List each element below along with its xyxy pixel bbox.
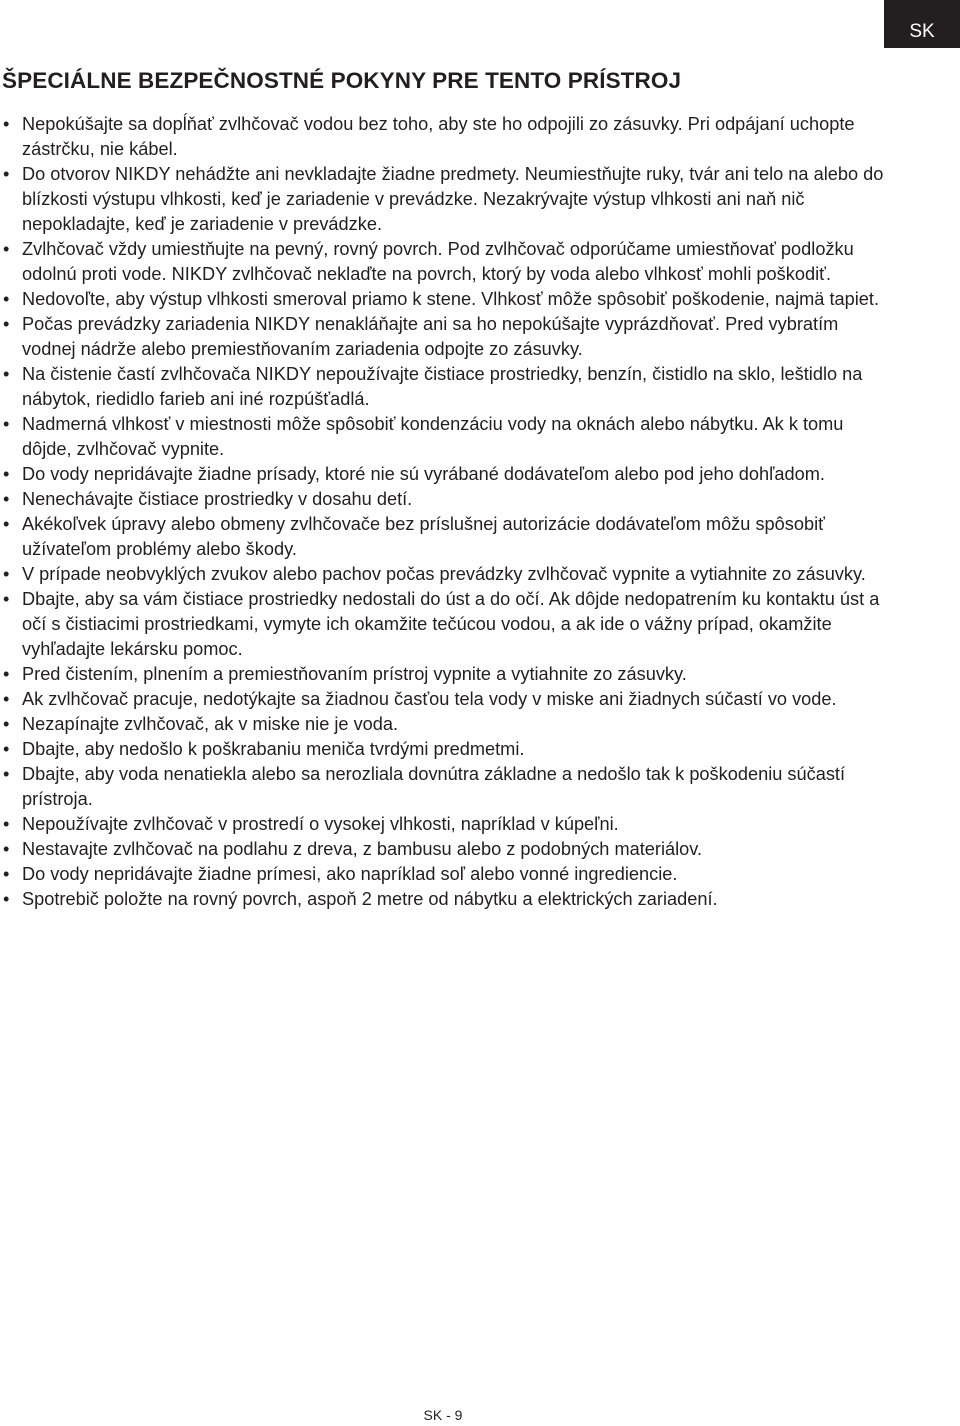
list-item-text: Akékoľvek úpravy alebo obmeny zvlhčovače bez príslušnej autorizácie dodávateľom môžu spôsobiť užívateľom problémy alebo škody.	[22, 514, 825, 559]
bullet-icon: •	[3, 489, 10, 509]
bullet-icon: •	[3, 114, 10, 134]
page-number: SK - 9	[423, 1407, 463, 1423]
list-item	[0, 462, 892, 487]
list-item	[0, 512, 892, 562]
bullet-icon: •	[3, 889, 10, 909]
bullet-icon: •	[3, 564, 10, 584]
bullet-icon: •	[3, 314, 10, 334]
bullet-icon: •	[3, 739, 10, 759]
list-item	[0, 687, 892, 712]
list-item	[0, 812, 892, 837]
bullet-icon: •	[3, 814, 10, 834]
bullet-icon: •	[3, 514, 10, 534]
list-item	[0, 112, 892, 162]
list-item-text: Na čistenie častí zvlhčovača NIKDY nepoužívajte čistiace prostriedky, benzín, čistidlo na sklo, leštidlo na nábytok, riedidlo farieb ani iné rozpúšťadlá.	[22, 364, 863, 409]
list-item-text: Do vody nepridávajte žiadne prísady, ktoré nie sú vyrábané dodávateľom alebo pod jeho dohľadom.	[22, 464, 825, 484]
list-item-text: Nestavajte zvlhčovač na podlahu z dreva, z bambusu alebo z podobných materiálov.	[22, 839, 703, 859]
list-item-text: Počas prevádzky zariadenia NIKDY nenakláňajte ani sa ho nepokúšajte vyprázdňovať. Pred vybratím vodnej nádrže alebo premiestňovaním zariadenia odpojte zo zásuvky.	[22, 314, 839, 359]
list-item	[0, 237, 892, 287]
list-item	[0, 662, 892, 687]
bullet-icon: •	[3, 239, 10, 259]
bullet-icon: •	[3, 839, 10, 859]
list-item-text: Nezapínajte zvlhčovač, ak v miske nie je voda.	[22, 714, 399, 734]
bullet-icon: •	[3, 689, 10, 709]
page-title: ŠPECIÁLNE BEZPEČNOSTNÉ POKYNY PRE TENTO PRÍSTROJ	[2, 68, 682, 93]
list-item	[0, 162, 892, 237]
list-item	[0, 312, 892, 362]
list-item	[0, 587, 892, 662]
list-item	[0, 737, 892, 762]
bullet-icon: •	[3, 164, 10, 184]
bullet-icon: •	[3, 589, 10, 609]
list-item-text: V prípade neobvyklých zvukov alebo pachov počas prevádzky zvlhčovač vypnite a vytiahnite zo zásuvky.	[22, 564, 866, 584]
list-item-text: Do otvorov NIKDY nehádžte ani nevkladajte žiadne predmety. Neumiestňujte ruky, tvár ani telo na alebo do blízkosti výstupu vlhkosti, keď je zariadenie v prevádzke. Nezakrývajte výstup vlhkosti ani naň nič nepokladajte, keď je zariadenie v prevádzke.	[22, 164, 884, 234]
list-item	[0, 837, 892, 862]
bullet-icon: •	[3, 289, 10, 309]
list-item-text: Dbajte, aby voda nenatiekla alebo sa nerozliala dovnútra základne a nedošlo tak k poškodeniu súčastí prístroja.	[22, 764, 846, 809]
list-item	[0, 562, 892, 587]
list-item-text: Nepoužívajte zvlhčovač v prostredí o vysokej vlhkosti, napríklad v kúpeľni.	[22, 814, 619, 834]
bullet-icon: •	[3, 414, 10, 434]
list-item-text: Zvlhčovač vždy umiestňujte na pevný, rovný povrch. Pod zvlhčovač odporúčame umiestňovať podložku odolnú proti vode. NIKDY zvlhčovač neklaďte na povrch, ktorý by voda alebo vlhkosť mohli poškodiť.	[22, 239, 854, 284]
language-tab: SK	[884, 0, 960, 48]
list-item	[0, 287, 892, 312]
list-item-text: Nepokúšajte sa dopĺňať zvlhčovač vodou bez toho, aby ste ho odpojili zo zásuvky. Pri odpájaní uchopte zástrčku, nie kábel.	[22, 114, 855, 159]
bullet-icon: •	[3, 714, 10, 734]
list-item	[0, 412, 892, 462]
bullet-icon: •	[3, 664, 10, 684]
list-item	[0, 487, 892, 512]
bullet-icon: •	[3, 864, 10, 884]
list-item	[0, 887, 892, 912]
list-item-text: Nenechávajte čistiace prostriedky v dosahu detí.	[22, 489, 413, 509]
list-item-text: Dbajte, aby nedošlo k poškrabaniu meniča tvrdými predmetmi.	[22, 739, 525, 759]
list-item-text: Ak zvlhčovač pracuje, nedotýkajte sa žiadnou časťou tela vody v miske ani žiadnych súčastí vo vode.	[22, 689, 837, 709]
list-item-text: Do vody nepridávajte žiadne prímesi, ako napríklad soľ alebo vonné ingrediencie.	[22, 864, 678, 884]
list-item	[0, 712, 892, 737]
bullet-icon: •	[3, 464, 10, 484]
list-item-text: Spotrebič položte na rovný povrch, aspoň 2 metre od nábytku a elektrických zariadení.	[22, 889, 718, 909]
bullet-icon: •	[3, 364, 10, 384]
list-item	[0, 762, 892, 812]
list-item	[0, 862, 892, 887]
list-item	[0, 362, 892, 412]
list-item-text: Nedovoľte, aby výstup vlhkosti smeroval priamo k stene. Vlhkosť môže spôsobiť poškodenie, najmä tapiet.	[22, 289, 880, 309]
list-item-text: Dbajte, aby sa vám čistiace prostriedky nedostali do úst a do očí. Ak dôjde nedopatrením ku kontaktu úst a očí s čistiacimi prostriedkami, vymyte ich okamžite tečúcou vodou, a ak ide o vážny prípad, okamžite vyhľadajte lekársku pomoc.	[22, 589, 880, 659]
list-item-text: Nadmerná vlhkosť v miestnosti môže spôsobiť kondenzáciu vody na oknách alebo nábytku. Ak k tomu dôjde, zvlhčovač vypnite.	[22, 414, 844, 459]
safety-instructions-list	[0, 112, 892, 912]
bullet-icon: •	[3, 764, 10, 784]
list-item-text: Pred čistením, plnením a premiestňovaním prístroj vypnite a vytiahnite zo zásuvky.	[22, 664, 687, 684]
